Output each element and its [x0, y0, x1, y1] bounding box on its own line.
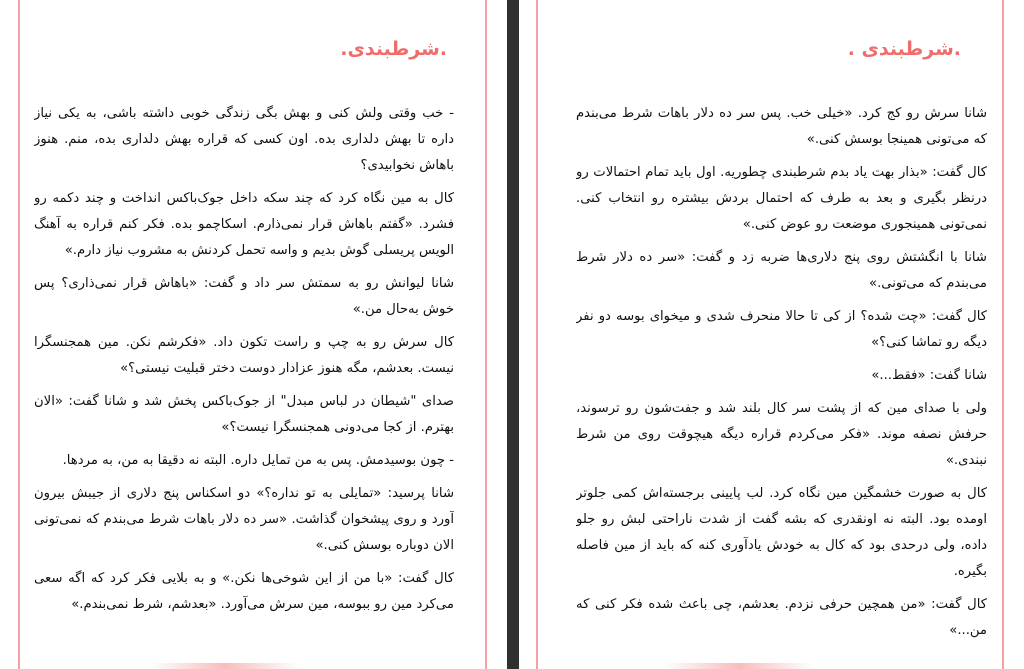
- paragraph: کال گفت: «چت شده؟ از کی تا حالا منحرف شدی و میخوای بوسه دو نفر دیگه رو تماشا کنی؟»: [576, 309, 987, 350]
- paragraph: کال به مین نگاه کرد که چند سکه داخل جوک‌باکس انداخت و چند دکمه رو فشرد. «گفتم باهاش قرار نمی‌ذارم. اسکاچمو بده. فکر کنم قراره به آهنگ الویس پریسلی گوش بدیم و واسه تحمل کردنش به مشروب نیاز دارم.»: [34, 191, 454, 258]
- page-divider: [507, 0, 519, 669]
- paragraph: - خب وقتی ولش کنی و بهش بگی زندگی خوبی داشته باشی، به یکی نیاز داره تا بهش دلداری بده. اون کسی که قراره بهش دلداری بده، منم. هنوز باهاش نخوابیدی؟: [34, 106, 454, 173]
- right-page-inner-border: [536, 0, 538, 669]
- right-page-title: .شرطبندی .: [847, 38, 961, 60]
- paragraph: شانا با انگشتش روی پنج دلاری‌ها ضربه زد و گفت: «سر ده دلار شرط می‌بندم که می‌تونی.»: [576, 250, 987, 291]
- paragraph: کال گفت: «با من از این شوخی‌ها نکن.» و به بلایی فکر کرد که اگه سعی می‌کرد مین رو ببوسه، مین سرش می‌آورد. «بعدشم، شرط نمی‌بندم.»: [34, 571, 454, 612]
- paragraph: شانا سرش رو کج کرد. «خیلی خب. پس سر ده دلار باهات شرط می‌بندم که می‌تونی همینجا بوسش کنی.»: [576, 106, 987, 147]
- paragraph: کال به صورت خشمگین مین نگاه کرد. لب پایینی برجسته‌اش کمی جلوتر اومده بود. البته نه اونقدری که بشه گفت از شدت ناراحتی لبش رو جلو داده، ولی درحدی بود که کال به خودش یادآوری کنه که باید از مین فاصله بگیره.: [576, 486, 987, 579]
- left-page-title: .شرطبندی.: [340, 38, 447, 60]
- paragraph: کال گفت: «من همچین حرفی نزدم. بعدشم، چی باعث شده فکر کنی که من...»: [576, 597, 987, 638]
- paragraph: - چون بوسیدمش. پس به من تمایل داره. البته نه دقیقا به من، به مردها.: [62, 453, 454, 468]
- right-page-body: [576, 101, 987, 661]
- left-page-outer-border: [18, 0, 20, 669]
- left-page-footer-mark: [150, 663, 300, 669]
- left-page-inner-border: [485, 0, 487, 669]
- right-page: [519, 0, 1024, 669]
- paragraph: کال گفت: «بذار بهت یاد بدم شرطبندی چطوریه. اول باید تمام احتمالات رو درنظر بگیری و بعد به طرف که احتمال بردش بیشتره رو انتخاب کنی. نمی‌تونی همینجوری موضعت رو عوض کنی.»: [576, 165, 987, 232]
- right-page-footer-mark: [664, 663, 814, 669]
- paragraph: ولی با صدای مین که از پشت سر کال بلند شد و جفت‌شون رو ترسوند، حرفش نصفه موند. «فکر می‌کردم قراره دیگه هیچوقت روی من شرط نبندی.»: [576, 401, 987, 468]
- paragraph: شانا پرسید: «تمایلی به تو نداره؟» دو اسکناس پنج دلاری از جیبش بیرون آورد و روی پیشخوان گذاشت. «سر ده دلار باهات شرط می‌بندم که نمی‌تونی الان دوباره بوسش کنی.»: [34, 486, 454, 553]
- paragraph: شانا گفت: «فقط...»: [871, 368, 987, 383]
- paragraph: شانا لیوانش رو به سمتش سر داد و گفت: «باهاش قرار نمی‌ذاری؟ پس خوش به‌حال من.»: [34, 276, 454, 317]
- paragraph: صدای "شیطان در لباس مبدل" از جوک‌باکس پخش شد و شانا گفت: «الان بهترم. از کجا می‌دونی همجنسگرا نیست؟»: [34, 394, 454, 435]
- paragraph: کال سرش رو به چپ و راست تکون داد. «فکرشم نکن. مین همجنسگرا نیست. بعدشم، مگه هنوز عزادار دوست دختر قبلیت نیستی؟»: [34, 335, 454, 376]
- right-page-outer-border: [1002, 0, 1004, 669]
- left-page-body: [34, 101, 454, 661]
- left-page: [0, 0, 507, 669]
